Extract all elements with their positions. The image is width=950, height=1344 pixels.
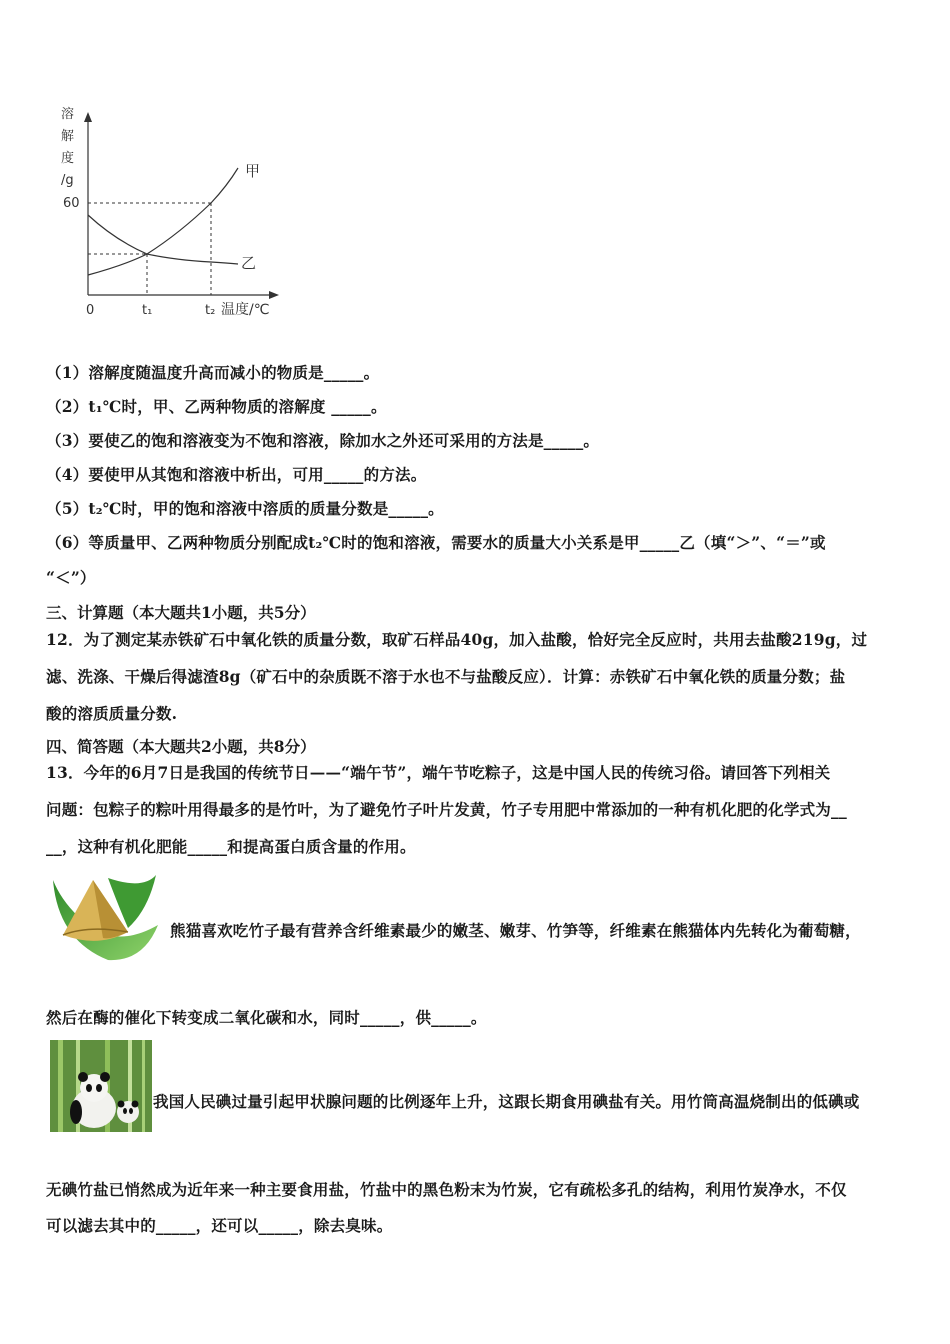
- y-axis-arrow: [84, 112, 92, 122]
- x-tick-t1: t₁: [142, 303, 153, 318]
- x-axis-title: 温度/℃: [221, 302, 270, 318]
- section3-heading: 三、计算题（本大题共1小题，共5分）: [46, 603, 316, 622]
- q12-line-3: 酸的溶质质量分数.: [46, 704, 178, 723]
- solubility-chart: [55, 100, 295, 330]
- q13-line-3: __，这种有机化肥能_____和提高蛋白质含量的作用。: [46, 837, 416, 856]
- chart-ylabel-1: 溶: [61, 107, 75, 122]
- q11-item-6: （6）等质量甲、乙两种物质分别配成t₂℃时的饱和溶液，需要水的质量大小关系是甲_____乙（填“＞”、“＝”或: [46, 533, 826, 552]
- chart-ylabel-4: /g: [61, 173, 74, 188]
- curve-jia: [88, 168, 238, 275]
- q11-item-5: （5）t₂℃时，甲的饱和溶液中溶质的质量分数是_____。: [46, 499, 444, 518]
- chart-ylabel-2: 解: [61, 129, 75, 144]
- salt-line-2: 可以滤去其中的_____，还可以_____，除去臭味。: [46, 1216, 393, 1235]
- chart-ylabel-3: 度: [61, 151, 75, 166]
- q12-line-2: 滤、洗涤、干燥后得滤渣8g（矿石中的杂质既不溶于水也不与盐酸反应）．计算：赤铁矿石中氧化铁的质量分数；盐: [46, 667, 846, 686]
- iodine-line: 我国人民碘过量引起甲状腺问题的比例逐年上升，这跟长期食用碘盐有关。用竹筒高温烧制出的低碘或: [153, 1092, 860, 1111]
- q12-line-1: 12．为了测定某赤铁矿石中氧化铁的质量分数，取矿石样品40g，加入盐酸，恰好完全反应时，共用去盐酸219g，过: [46, 630, 868, 649]
- curve-yi: [88, 215, 238, 264]
- q11-item-2: （2）t₁℃时，甲、乙两种物质的溶解度 _____。: [46, 397, 387, 416]
- panda-line: 熊猫喜欢吃竹子最有营养含纤维素最少的嫩茎、嫩芽、竹笋等，纤维素在熊猫体内先转化为葡萄糖，: [170, 921, 861, 940]
- series-label-jia: 甲: [245, 162, 261, 180]
- enzyme-line: 然后在酶的催化下转变成二氧化碳和水，同时_____，供_____。: [46, 1008, 487, 1027]
- y-tick-60: 60: [63, 196, 80, 211]
- panda-image: [50, 1040, 152, 1132]
- salt-line-1: 无碘竹盐已悄然成为近年来一种主要食用盐，竹盐中的黑色粉末为竹炭，它有疏松多孔的结构，利用竹炭净水，不仅: [46, 1180, 847, 1199]
- q11-item-4: （4）要使甲从其饱和溶液中析出，可用_____的方法。: [46, 465, 427, 484]
- x-axis-arrow: [269, 291, 279, 299]
- q13-line-2: 问题：包粽子的粽叶用得最多的是竹叶，为了避免竹子叶片发黄，竹子专用肥中常添加的一种有机化肥的化学式为__: [46, 800, 847, 819]
- q13-line-1: 13．今年的6月7日是我国的传统节日——“端午节”，端午节吃粽子，这是中国人民的传统习俗。请回答下列相关: [46, 763, 831, 782]
- q11-item-3: （3）要使乙的饱和溶液变为不饱和溶液，除加水之外还可采用的方法是_____。: [46, 431, 600, 450]
- zongzi-image: [48, 870, 160, 965]
- section4-heading: 四、简答题（本大题共2小题，共8分）: [46, 737, 316, 756]
- q11-item-1: （1）溶解度随温度升高而减小的物质是_____。: [46, 363, 380, 382]
- q11-item-6-cont: “＜”）: [46, 568, 96, 587]
- series-label-yi: 乙: [241, 254, 257, 272]
- x-tick-t2: t₂: [205, 303, 216, 318]
- x-tick-0: 0: [86, 303, 95, 318]
